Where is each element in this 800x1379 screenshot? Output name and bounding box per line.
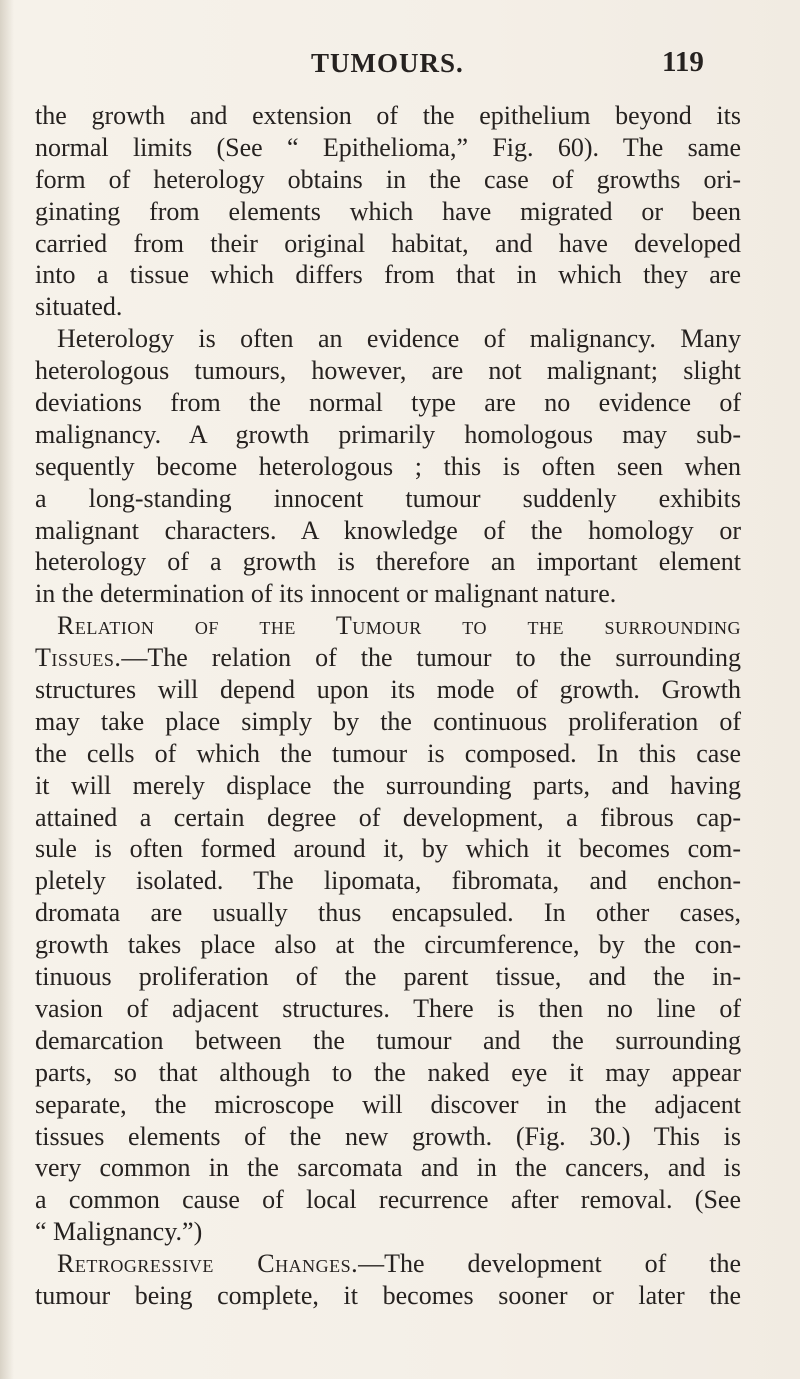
text-line: heterologous tumours, however, are not malignant; slight: [35, 356, 741, 386]
text-line: Heterology is often an evidence of malignancy. Many: [57, 324, 741, 354]
text-run: —The relation of the tumour to the surrounding: [121, 643, 741, 673]
text-line: tissues elements of the new growth. (Fig. 30.) This is: [35, 1121, 741, 1151]
section-heading-relation-cont: Tissues.: [35, 643, 122, 673]
text-line: parts, so that although to the naked eye it may appear: [35, 1057, 741, 1087]
running-head: TUMOURS.: [311, 48, 464, 78]
text-line: very common in the sarcomata and in the cancers, and is: [35, 1153, 741, 1183]
page-number: 119: [662, 46, 704, 78]
text-line: vasion of adjacent structures. There is then no line of: [35, 993, 741, 1023]
text-line: a common cause of local recurrence after removal. (See: [35, 1185, 741, 1215]
text-line: [35, 642, 741, 674]
text-line: into a tissue which differs from that in which they are: [35, 260, 741, 290]
text-line: sequently become heterologous ; this is often seen when: [35, 451, 741, 481]
text-line: tumour being complete, it becomes sooner or later the: [35, 1280, 741, 1310]
text-line: pletely isolated. The lipomata, fibromata, and enchon-: [35, 866, 741, 896]
text-line: structures will depend upon its mode of growth. Growth: [35, 675, 741, 705]
page-header: [0, 44, 800, 84]
section-heading-retrogressive: Retrogressive Changes.: [57, 1249, 359, 1279]
text-line: [35, 1248, 741, 1280]
text-line: normal limits (See “ Epithelioma,” Fig. 60). The same: [35, 132, 741, 162]
text-line: tinuous proliferation of the parent tissue, and the in-: [35, 962, 741, 992]
text-line: growth takes place also at the circumference, by the con-: [35, 930, 741, 960]
body-text: [35, 100, 741, 1312]
text-line: the cells of which the tumour is composed. In this case: [35, 738, 741, 768]
text-line: may take place simply by the continuous proliferation of: [35, 706, 741, 736]
text-run: —The development of the: [358, 1249, 741, 1279]
text-line: ginating from elements which have migrated or been: [35, 196, 741, 226]
text-line: a long-standing innocent tumour suddenly exhibits: [35, 483, 741, 513]
text-line: form of heterology obtains in the case of growths ori-: [35, 164, 741, 194]
text-line: situated.: [35, 292, 123, 322]
text-line: “ Malignancy.”): [35, 1217, 203, 1247]
text-line: the growth and extension of the epithelium beyond its: [35, 101, 741, 130]
text-line: sule is often formed around it, by which it becomes com-: [35, 834, 741, 864]
page-gutter-shadow: [0, 0, 14, 1379]
text-line: in the determination of its innocent or malignant nature.: [35, 579, 617, 609]
text-line: carried from their original habitat, and have developed: [35, 228, 741, 258]
section-heading-relation: Relation of the Tumour to the surrounding: [57, 611, 741, 641]
text-line: separate, the microscope will discover in the adjacent: [35, 1089, 741, 1119]
text-line: dromata are usually thus encapsuled. In other cases,: [35, 898, 741, 928]
text-line: deviations from the normal type are no evidence of: [35, 388, 741, 418]
text-line: malignancy. A growth primarily homologous may sub-: [35, 419, 741, 449]
text-line: it will merely displace the surrounding parts, and having: [35, 770, 741, 800]
text-line: demarcation between the tumour and the surrounding: [35, 1025, 741, 1055]
text-line: heterology of a growth is therefore an important element: [35, 547, 741, 577]
text-line: attained a certain degree of development, a fibrous cap-: [35, 802, 741, 832]
text-line: malignant characters. A knowledge of the homology or: [35, 515, 741, 545]
